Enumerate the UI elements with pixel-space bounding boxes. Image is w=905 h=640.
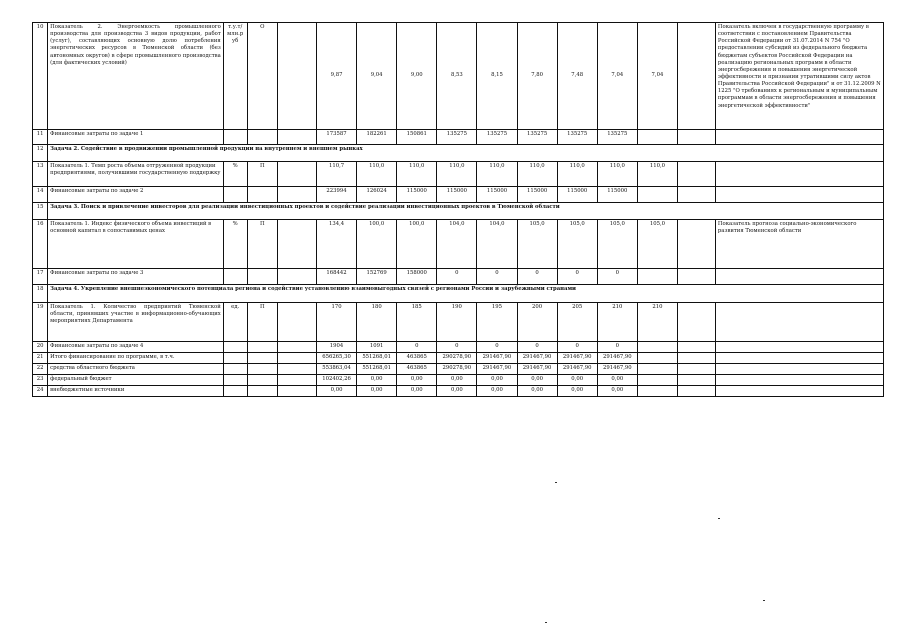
empty-cell <box>637 187 677 203</box>
empty-cell <box>677 303 715 342</box>
note-cell: Показатель включен в государственную программу в соответствии с постановлением Правительства Российской Федерации от 31.07.2014 N 754 "О предоставлении субсидий из федерального бюджета бюджетам субъектов Российской Федерации на реализацию региональных программ в области энергосбережения и повышения энергетической эффективности и признании утратившими силу актов Правительства Российской Федерации" и от 31.12.2009 N 1225 "О требованиях к региональным и муниципальным программам в области энергосбережения и повышения энергетической эффективности" <box>715 23 883 130</box>
unit-cell: ед. <box>223 303 247 342</box>
value-cell: 0,00 <box>477 386 517 397</box>
value-cell: 135275 <box>597 130 637 145</box>
row-number: 23 <box>33 375 48 386</box>
value-cell: 185 <box>397 303 437 342</box>
program-indicators-table <box>32 22 884 397</box>
table-row <box>33 285 884 303</box>
value-cell: 0 <box>437 269 477 285</box>
value-cell: 1091 <box>357 342 397 353</box>
value-cell: 7,48 <box>557 23 597 130</box>
value-cell: 9,04 <box>357 23 397 130</box>
value-cell: 110,0 <box>397 162 437 187</box>
type-cell: П <box>247 220 277 269</box>
empty-cell <box>637 342 677 353</box>
value-cell: 115000 <box>437 187 477 203</box>
table-row <box>33 342 884 353</box>
value-cell: 0,00 <box>397 386 437 397</box>
table-row <box>33 386 884 397</box>
value-cell: 0 <box>397 342 437 353</box>
indicator-label: внебюджетные источники <box>48 386 224 397</box>
table-row <box>33 269 884 285</box>
row-number: 17 <box>33 269 48 285</box>
value-cell: 290278,90 <box>437 353 477 364</box>
row-number: 15 <box>33 203 48 220</box>
value-cell: 291467,90 <box>597 353 637 364</box>
value-cell: 223994 <box>316 187 356 203</box>
empty-cell <box>637 375 677 386</box>
value-cell: 291467,90 <box>597 364 637 375</box>
empty-cell <box>715 353 883 364</box>
value-cell: 200 <box>517 303 557 342</box>
empty-cell <box>223 364 247 375</box>
value-cell: 0 <box>437 342 477 353</box>
empty-cell <box>715 130 883 145</box>
empty-cell <box>223 375 247 386</box>
note-cell: Показатель прогноза социально-экономического развития Тюменской области <box>715 220 883 269</box>
row-number: 11 <box>33 130 48 145</box>
empty-cell <box>223 353 247 364</box>
empty-cell <box>677 162 715 187</box>
value-cell: 0,00 <box>597 375 637 386</box>
value-cell: 100,0 <box>397 220 437 269</box>
table-row <box>33 162 884 187</box>
program-indicators-table-page <box>32 22 884 397</box>
indicator-label: Финансовые затраты по задаче 2 <box>48 187 224 203</box>
value-cell: 110,7 <box>316 162 356 187</box>
value-cell: 135275 <box>437 130 477 145</box>
unit-cell: % <box>223 220 247 269</box>
empty-cell <box>715 386 883 397</box>
row-number: 10 <box>33 23 48 130</box>
value-cell: 195 <box>477 303 517 342</box>
value-cell: 0,00 <box>357 386 397 397</box>
value-cell: 7,80 <box>517 23 557 130</box>
indicator-label: Финансовые затраты по задаче 1 <box>48 130 224 145</box>
empty-cell <box>247 386 277 397</box>
table-row <box>33 364 884 375</box>
value-cell: 105,0 <box>517 220 557 269</box>
empty-cell <box>277 375 316 386</box>
value-cell: 0,00 <box>437 375 477 386</box>
value-cell: 0 <box>477 342 517 353</box>
indicator-label: Итого финансирование по программе, в т.ч. <box>48 353 224 364</box>
value-cell: 551268,01 <box>357 353 397 364</box>
table-row <box>33 220 884 269</box>
value-cell: 8,15 <box>477 23 517 130</box>
row-number: 21 <box>33 353 48 364</box>
empty-cell <box>715 303 883 342</box>
value-cell: 0,00 <box>557 386 597 397</box>
value-cell: 115000 <box>397 187 437 203</box>
task-heading: Задача 4. Укрепление внешнеэкономического потенциала региона и содействие установлению взаимовыгодных связей с регионами России и зарубежными странами <box>48 285 884 303</box>
value-cell: 291467,90 <box>557 353 597 364</box>
value-cell: 135275 <box>517 130 557 145</box>
empty-cell <box>247 353 277 364</box>
value-cell: 0,00 <box>477 375 517 386</box>
unit-cell: т.у.т/ млн.руб <box>223 23 247 130</box>
value-cell: 0 <box>517 342 557 353</box>
value-cell: 115000 <box>477 187 517 203</box>
row-number: 13 <box>33 162 48 187</box>
empty-cell <box>677 342 715 353</box>
empty-cell <box>637 353 677 364</box>
empty-cell <box>637 269 677 285</box>
empty-cell <box>677 375 715 386</box>
value-cell: 182261 <box>357 130 397 145</box>
empty-cell <box>715 364 883 375</box>
empty-cell <box>277 130 316 145</box>
indicator-label: Показатель 1. Темп роста объема отгруженной продукции предприятиями, получившими государственную поддержку <box>48 162 224 187</box>
value-cell: 126024 <box>357 187 397 203</box>
value-cell: 9,87 <box>316 23 356 130</box>
value-cell: 0,00 <box>357 375 397 386</box>
empty-cell <box>677 130 715 145</box>
value-cell: 135275 <box>477 130 517 145</box>
value-cell: 205 <box>557 303 597 342</box>
empty-cell <box>247 375 277 386</box>
value-cell: 0,00 <box>597 386 637 397</box>
scan-speck <box>555 482 557 483</box>
indicator-label: средства областного бюджета <box>48 364 224 375</box>
scan-speck <box>718 518 720 519</box>
value-cell: 0,00 <box>437 386 477 397</box>
empty-cell <box>677 220 715 269</box>
type-cell: П <box>247 162 277 187</box>
value-cell: 105,0 <box>597 220 637 269</box>
empty-cell <box>277 220 316 269</box>
value-cell: 7,04 <box>597 23 637 130</box>
value-cell: 7,04 <box>637 23 677 130</box>
row-number: 22 <box>33 364 48 375</box>
value-cell: 110,0 <box>437 162 477 187</box>
empty-cell <box>247 342 277 353</box>
indicator-label: Финансовые затраты по задаче 3 <box>48 269 224 285</box>
value-cell: 0,00 <box>316 386 356 397</box>
indicator-label: Показатель 1. Индекс физического объема инвестиций в основной капитал в сопоставимых ценах <box>48 220 224 269</box>
type-cell: П <box>247 303 277 342</box>
value-cell: 110,0 <box>637 162 677 187</box>
empty-cell <box>223 342 247 353</box>
empty-cell <box>223 386 247 397</box>
value-cell: 152769 <box>357 269 397 285</box>
value-cell: 551268,01 <box>357 364 397 375</box>
value-cell: 463865 <box>397 364 437 375</box>
value-cell: 110,0 <box>477 162 517 187</box>
indicator-label: Показатель 1. Количество предприятий Тюменской области, принявших участие в информационно-обучающих мероприятиях Департамента <box>48 303 224 342</box>
empty-cell <box>637 130 677 145</box>
empty-cell <box>715 269 883 285</box>
row-number: 16 <box>33 220 48 269</box>
value-cell: 104,0 <box>437 220 477 269</box>
task-heading: Задача 2. Содействие в продвижении промышленной продукции на внутреннем и внешнем рынках <box>48 145 884 162</box>
value-cell: 291467,90 <box>557 364 597 375</box>
value-cell: 100,0 <box>357 220 397 269</box>
empty-cell <box>277 162 316 187</box>
value-cell: 134,4 <box>316 220 356 269</box>
indicator-label: федеральный бюджет <box>48 375 224 386</box>
value-cell: 291467,90 <box>517 353 557 364</box>
empty-cell <box>677 187 715 203</box>
row-number: 18 <box>33 285 48 303</box>
empty-cell <box>277 386 316 397</box>
empty-cell <box>277 342 316 353</box>
value-cell: 170 <box>316 303 356 342</box>
value-cell: 0,00 <box>557 375 597 386</box>
value-cell: 0 <box>517 269 557 285</box>
empty-cell <box>677 364 715 375</box>
empty-cell <box>715 187 883 203</box>
row-number: 12 <box>33 145 48 162</box>
empty-cell <box>637 364 677 375</box>
table-row <box>33 375 884 386</box>
value-cell: 0 <box>557 342 597 353</box>
empty-cell <box>637 386 677 397</box>
empty-cell <box>277 187 316 203</box>
table-row <box>33 353 884 364</box>
empty-cell <box>277 364 316 375</box>
value-cell: 210 <box>597 303 637 342</box>
unit-cell: % <box>223 162 247 187</box>
value-cell: 135275 <box>557 130 597 145</box>
empty-cell <box>715 375 883 386</box>
task-heading: Задача 3. Поиск и привлечение инвесторов для реализации инвестиционных проектов и содействие реализации инвестиционных проектов в Тюменской области <box>48 203 884 220</box>
value-cell: 0,00 <box>517 375 557 386</box>
empty-cell <box>677 386 715 397</box>
value-cell: 0 <box>597 269 637 285</box>
indicator-label: Финансовые затраты по задаче 4 <box>48 342 224 353</box>
value-cell: 105,0 <box>637 220 677 269</box>
value-cell: 173587 <box>316 130 356 145</box>
value-cell: 168442 <box>316 269 356 285</box>
row-number: 20 <box>33 342 48 353</box>
empty-cell <box>277 353 316 364</box>
empty-cell <box>247 187 277 203</box>
empty-cell <box>715 342 883 353</box>
value-cell: 150861 <box>397 130 437 145</box>
empty-cell <box>223 187 247 203</box>
row-number: 19 <box>33 303 48 342</box>
empty-cell <box>677 269 715 285</box>
value-cell: 115000 <box>517 187 557 203</box>
value-cell: 0,00 <box>397 375 437 386</box>
value-cell: 190 <box>437 303 477 342</box>
table-row <box>33 203 884 220</box>
scan-speck <box>545 622 547 623</box>
table-row <box>33 130 884 145</box>
empty-cell <box>247 364 277 375</box>
table-row <box>33 23 884 130</box>
value-cell: 291467,90 <box>477 353 517 364</box>
empty-cell <box>277 269 316 285</box>
value-cell: 115000 <box>557 187 597 203</box>
value-cell: 105,0 <box>557 220 597 269</box>
indicator-label: Показатель 2. Энергоемкость промышленного производства для производства 3 видов продукции, работ (услуг), составляющих основную долю потребления энергетических ресурсов в Тюменской области (без автономных округов) в сфере промышленного производства (для фактических условий) <box>48 23 224 130</box>
table-row <box>33 303 884 342</box>
value-cell: 291467,90 <box>517 364 557 375</box>
value-cell: 0 <box>477 269 517 285</box>
empty-cell <box>247 269 277 285</box>
empty-cell <box>223 269 247 285</box>
empty-cell <box>223 130 247 145</box>
value-cell: 0,00 <box>517 386 557 397</box>
value-cell: 180 <box>357 303 397 342</box>
value-cell: 158000 <box>397 269 437 285</box>
value-cell: 1904 <box>316 342 356 353</box>
value-cell: 463865 <box>397 353 437 364</box>
value-cell: 110,0 <box>357 162 397 187</box>
value-cell: 104,0 <box>477 220 517 269</box>
value-cell: 110,0 <box>557 162 597 187</box>
value-cell: 9,00 <box>397 23 437 130</box>
value-cell: 110,0 <box>597 162 637 187</box>
value-cell: 656265,30 <box>316 353 356 364</box>
row-number: 14 <box>33 187 48 203</box>
empty-cell <box>277 303 316 342</box>
table-row <box>33 187 884 203</box>
table-row <box>33 145 884 162</box>
value-cell: 291467,90 <box>477 364 517 375</box>
row-number: 24 <box>33 386 48 397</box>
value-cell: 0 <box>557 269 597 285</box>
empty-cell <box>715 162 883 187</box>
empty-cell <box>247 130 277 145</box>
type-cell: О <box>247 23 277 130</box>
empty-cell <box>677 353 715 364</box>
value-cell: 0 <box>597 342 637 353</box>
value-cell: 110,0 <box>517 162 557 187</box>
scan-speck <box>763 600 765 601</box>
empty-cell <box>677 23 715 130</box>
value-cell: 8,53 <box>437 23 477 130</box>
value-cell: 553863,04 <box>316 364 356 375</box>
value-cell: 115000 <box>597 187 637 203</box>
empty-cell <box>277 23 316 130</box>
value-cell: 290278,90 <box>437 364 477 375</box>
value-cell: 210 <box>637 303 677 342</box>
value-cell: 102402,26 <box>316 375 356 386</box>
